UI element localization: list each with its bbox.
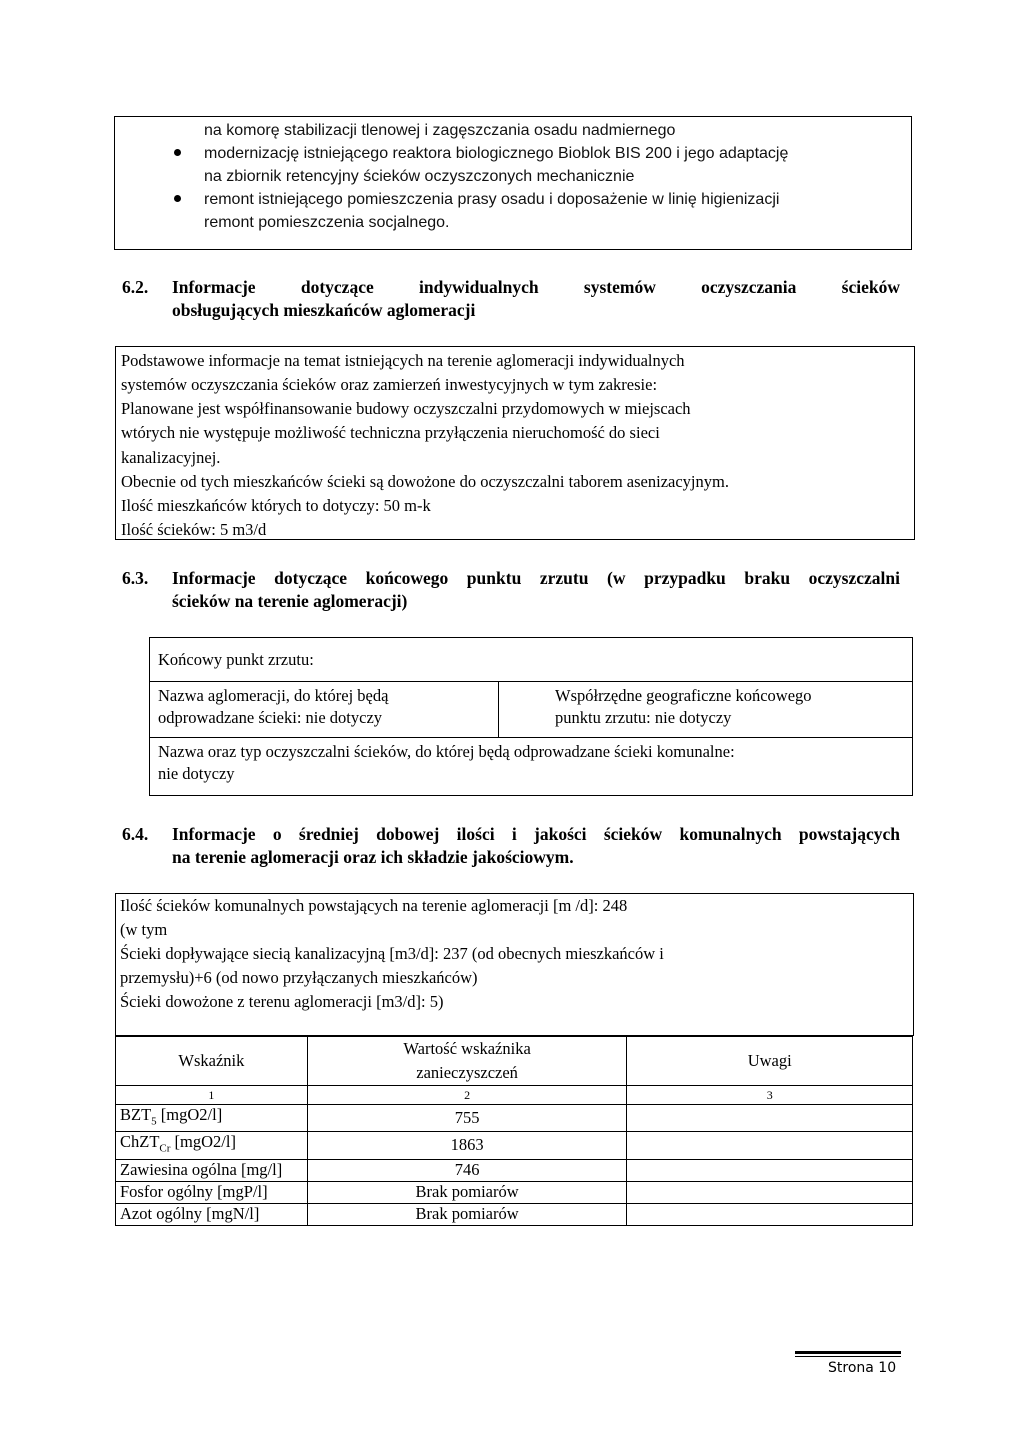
coordinates-cell: punktu zrzutu: nie dotyczy xyxy=(555,708,732,727)
list-line: na zbiornik retencyjny ścieków oczyszczonych mechanicznie xyxy=(204,168,635,185)
individual-systems-box xyxy=(115,346,915,540)
section-number: 6.4. xyxy=(122,824,149,844)
divider xyxy=(150,737,912,738)
table-row xyxy=(116,1159,913,1181)
section-number: 6.2. xyxy=(122,277,149,297)
divider xyxy=(150,681,912,682)
indicator-text: BZT xyxy=(120,1105,152,1124)
agglomeration-name-cell: odprowadzane ścieki: nie dotyczy xyxy=(158,708,383,727)
footer-rule xyxy=(795,1351,901,1354)
text-line: Ścieki dowożone z terenu aglomeracji [m3/d]: 5) xyxy=(120,992,444,1011)
section-title-line: obsługujących mieszkańców aglomeracji xyxy=(172,300,476,320)
indicator-name: Zawiesina ogólna [mg/l] xyxy=(116,1159,308,1181)
header-value-line: Wartość wskaźnika xyxy=(403,1039,531,1058)
table-row xyxy=(116,1203,913,1225)
section-title-line: Informacje o średniej dobowej ilości i jakości ścieków komunalnych powstających xyxy=(172,824,900,844)
text-line: Ilość ścieków: 5 m3/d xyxy=(121,520,267,539)
list-line: na komorę stabilizacji tlenowej i zagęszczania osadu nadmiernego xyxy=(204,122,676,139)
column-number-row xyxy=(116,1086,913,1105)
indicator-value: 755 xyxy=(307,1105,627,1132)
text-line: (w tym xyxy=(120,920,168,939)
column-number: 2 xyxy=(307,1086,627,1105)
indicator-value: 746 xyxy=(307,1159,627,1181)
header-notes: Uwagi xyxy=(627,1037,913,1086)
indicator-value: Brak pomiarów xyxy=(307,1203,627,1225)
list-item: remont istniejącego pomieszczenia prasy osadu i doposażenie w linię higienizacji xyxy=(204,191,780,208)
text-line: systemów oczyszczania ścieków oraz zamierzeń inwestycyjnych w tym zakresie: xyxy=(121,375,658,394)
indicator-value: Brak pomiarów xyxy=(307,1181,627,1203)
text-line: Planowane jest współfinansowanie budowy oczyszczalni przydomowych w miejscach xyxy=(121,399,691,418)
section-title-line: Informacje dotyczące indywidualnych systemów oczyszczania ścieków xyxy=(172,277,900,297)
table-header-row xyxy=(116,1037,913,1086)
text-line: wtórych nie występuje możliwość techniczna przyłączenia nieruchomość do sieci xyxy=(121,423,660,442)
text-line: przemysłu)+6 (od nowo przyłączanych mieszkańców) xyxy=(120,968,478,987)
header-value xyxy=(307,1037,627,1086)
page-number: Strona 10 xyxy=(828,1360,897,1376)
indicator-name: Azot ogólny [mgN/l] xyxy=(116,1203,308,1225)
table-row xyxy=(116,1132,913,1159)
treatment-plant-cell: nie dotyczy xyxy=(158,764,235,783)
bullet-icon xyxy=(174,195,181,202)
investment-list-box xyxy=(114,116,912,250)
indicator-note xyxy=(627,1159,913,1181)
table-row xyxy=(116,1105,913,1132)
column-number: 3 xyxy=(627,1086,913,1105)
section-title-line: na terenie aglomeracji oraz ich składzie jakościowym. xyxy=(172,847,574,867)
text-line: Obecnie od tych mieszkańców ścieki są dowożone do oczyszczalni taborem asenizacyjnym. xyxy=(121,472,729,491)
treatment-plant-cell: Nazwa oraz typ oczyszczalni ścieków, do której będą odprowadzane ścieki komunalne: xyxy=(158,742,735,761)
indicator-note xyxy=(627,1203,913,1225)
indicator-unit: [mgO2/l] xyxy=(156,1105,223,1124)
list-item: modernizację istniejącego reaktora biologicznego Bioblok BIS 200 i jego adaptację xyxy=(204,145,789,162)
indicator-unit: [mgO2/l] xyxy=(170,1132,236,1152)
footer-rule xyxy=(795,1356,901,1357)
indicator-value: 1863 xyxy=(307,1132,627,1159)
text-line: kanalizacyjnej. xyxy=(121,448,221,467)
table-row xyxy=(116,1181,913,1203)
list-line: remont pomieszczenia socjalnego. xyxy=(204,214,450,231)
agglomeration-name-cell: Nazwa aglomeracji, do której będą xyxy=(158,686,389,705)
text-line: Podstawowe informacje na temat istniejących na terenie aglomeracji indywidualnych xyxy=(121,351,685,370)
indicator-subscript: 5 xyxy=(151,1115,157,1128)
coordinates-cell: Współrzędne geograficzne końcowego xyxy=(555,686,812,705)
indicator-note xyxy=(627,1105,913,1132)
indicator-note xyxy=(627,1132,913,1159)
column-number: 1 xyxy=(116,1086,308,1105)
indicator-subscript: Cr xyxy=(159,1142,171,1155)
indicator-name xyxy=(116,1132,308,1159)
indicator-note xyxy=(627,1181,913,1203)
indicator-text: ChZT xyxy=(120,1132,160,1152)
section-title-line: ścieków na terenie aglomeracji) xyxy=(172,591,408,611)
section-title-line: Informacje dotyczące końcowego punktu zrzutu (w przypadku braku oczyszczalni xyxy=(172,568,900,588)
header-indicator: Wskaźnik xyxy=(116,1037,308,1086)
text-line: Ilość ścieków komunalnych powstających na terenie aglomeracji [m /d]: 248 xyxy=(120,896,628,915)
pollution-indicators-table xyxy=(115,1036,913,1226)
section-number: 6.3. xyxy=(122,568,149,588)
indicator-name xyxy=(116,1105,308,1132)
indicator-name: Fosfor ogólny [mgP/l] xyxy=(116,1181,308,1203)
discharge-point-table xyxy=(149,637,913,796)
divider xyxy=(498,682,499,737)
text-line: Ilość mieszkańców których to dotyczy: 50 m-k xyxy=(121,496,431,515)
text-line: Ścieki dopływające siecią kanalizacyjną [m3/d]: 237 (od obecnych mieszkańców i xyxy=(120,944,664,963)
wastewater-quantity-box xyxy=(115,893,914,1036)
header-value-line: zanieczyszczeń xyxy=(416,1063,518,1082)
discharge-point-label: Końcowy punkt zrzutu: xyxy=(158,650,314,669)
bullet-icon xyxy=(174,149,181,156)
